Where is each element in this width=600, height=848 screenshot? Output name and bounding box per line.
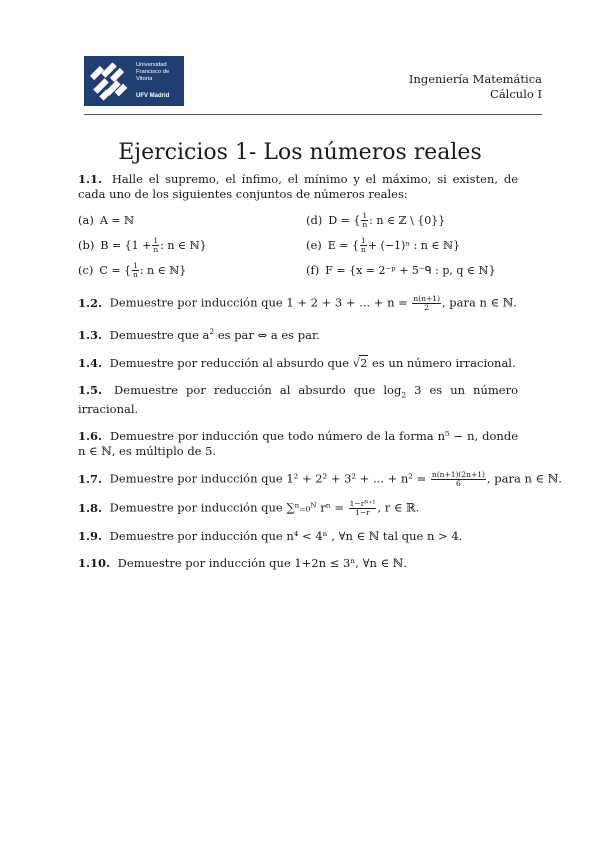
fraction-numerator: 1 <box>153 236 159 245</box>
ufv-emblem-icon <box>84 56 134 106</box>
logo-line-1: Universidad <box>136 62 167 68</box>
fraction <box>132 262 139 279</box>
exercise-number: 1.3. <box>78 327 103 342</box>
exercise-text-end: , para n ∈ ℕ. <box>486 471 562 486</box>
exercise-text: Demuestre por reducción al absurdo que √ <box>109 355 361 370</box>
item-math-pre: C = { <box>99 264 132 277</box>
exercise-number: 1.5. <box>78 382 103 397</box>
header-rule <box>84 114 542 115</box>
exercise-1-5 <box>78 383 518 417</box>
exercise-1-10 <box>78 556 518 571</box>
exercise-number: 1.8. <box>78 500 103 515</box>
exercise-1-4 <box>78 355 518 371</box>
fraction-denominator: n <box>133 270 138 279</box>
exercise-text: Demuestre por inducción que ∑ⁿ₌₀ᴺ rⁿ = <box>109 500 344 515</box>
item-label: (b) <box>78 238 95 252</box>
exercise-number: 1.2. <box>78 295 103 310</box>
exercise-text: Demuestre por inducción que 1 + 2 + 3 + ... + n = <box>109 295 408 310</box>
item-math-post: + (−1)ⁿ : n ∈ ℕ} <box>367 239 461 252</box>
exercise-1-7 <box>78 470 562 489</box>
exercise-number: 1.4. <box>78 355 103 370</box>
fraction-denominator: 1−r <box>355 508 370 518</box>
fraction <box>152 237 159 254</box>
set-item-c <box>78 262 306 279</box>
exercise-1-6 <box>78 429 518 459</box>
fraction-numerator: n(n+1)(2n+1) <box>431 470 485 480</box>
exercise-number: 1.10. <box>78 556 111 571</box>
exercise-number: 1.9. <box>78 529 103 544</box>
exercise-text: Demuestre por inducción que 1² + 2² + 3² + ... + n² = <box>109 471 427 486</box>
exercise-text-end: es par ⇔ a es par. <box>214 327 320 342</box>
fraction-numerator: 1 <box>361 236 366 245</box>
exercise-text: Demuestre por inducción que 1+2n ≤ 3ⁿ, ∀n ∈ ℕ. <box>117 556 407 571</box>
fraction-numerator: n(n+1) <box>413 294 440 303</box>
exercise-1-2 <box>78 295 518 312</box>
item-math: A = ℕ <box>99 214 135 227</box>
exercise-text: Demuestre que a <box>109 327 210 342</box>
fraction-numerator: 1 <box>362 211 368 220</box>
exercise-1-3 <box>78 324 518 343</box>
item-math-pre: B = {1 + <box>100 239 152 252</box>
item-label: (e) <box>306 238 322 252</box>
university-logo <box>84 56 184 106</box>
item-label: (d) <box>306 213 323 227</box>
item-math-pre: E = { <box>327 239 360 252</box>
exercise-text: Halle el supremo, el ínfimo, el mínimo y el máximo, si existen, de cada uno de los siguientes conjuntos de números reales: <box>78 172 519 201</box>
exercise-1-8 <box>78 500 518 517</box>
exercise-text: Demuestre por inducción que n⁴ < 4ⁿ , ∀n ∈ ℕ tal que n > 4. <box>109 529 463 544</box>
item-label: (a) <box>78 213 94 227</box>
item-math-post: : n ∈ ℤ \ {0}} <box>369 214 446 227</box>
fraction-numerator: 1 <box>133 261 138 270</box>
exercise-text: Demuestre por inducción que todo número de la forma n⁵ − n, donde n ∈ ℕ, es múltiplo de 5. <box>78 429 519 459</box>
fraction <box>349 500 377 517</box>
set-item-a <box>78 212 306 229</box>
set-item-f <box>306 262 518 279</box>
exercise-number: 1.6. <box>78 429 103 444</box>
exercise-1-9 <box>78 529 518 544</box>
fraction-denominator: n <box>361 245 366 254</box>
exercise-text: Demuestre por reducción al absurdo que log <box>114 382 402 397</box>
logo-line-2: Francisco de <box>136 69 170 75</box>
logo-line-4: UFV Madrid <box>136 93 170 99</box>
set-item-e <box>306 237 518 254</box>
exercise-text-end: es un número irracional. <box>368 355 516 370</box>
item-math-post: : n ∈ ℕ} <box>160 239 207 252</box>
item-math: F = {x = 2⁻ᵖ + 5⁻ᑫ : p, q ∈ ℕ} <box>325 264 496 277</box>
exercise-text-end: , para n ∈ ℕ. <box>442 295 517 310</box>
item-math-post: : n ∈ ℕ} <box>139 264 187 277</box>
exercise-list <box>78 172 562 583</box>
exercise-text-end: , r ∈ ℝ. <box>377 500 420 515</box>
exercise-number: 1.7. <box>78 471 103 486</box>
exercise-number: 1.1. <box>78 172 103 186</box>
item-math-pre: D = { <box>328 214 361 227</box>
page-title: Ejercicios 1- Los números reales <box>118 140 482 165</box>
fraction-denominator: 2 <box>424 303 430 312</box>
exercise-text-end: 3 es un número irracional. <box>78 382 518 417</box>
fraction <box>412 295 441 312</box>
exercise-1-1 <box>78 172 518 202</box>
set-items <box>78 212 518 279</box>
header-info <box>409 72 542 102</box>
set-item-b <box>78 237 306 254</box>
course-name: Cálculo I <box>490 87 542 101</box>
set-item-d <box>306 212 518 229</box>
fraction-numerator: 1−rᴺ⁺¹ <box>349 499 376 509</box>
subscript: 2 <box>401 390 407 400</box>
fraction-denominator: n <box>362 220 368 229</box>
fraction-denominator: 6 <box>456 479 461 489</box>
fraction <box>361 212 368 229</box>
superscript: 2 <box>209 327 215 336</box>
logo-line-3: Vitoria <box>136 76 153 82</box>
logo-text <box>136 62 169 100</box>
fraction <box>360 237 367 254</box>
subject-name: Ingeniería Matemática <box>408 72 542 86</box>
fraction <box>431 471 486 488</box>
fraction-denominator: n <box>153 245 159 254</box>
item-label: (f) <box>306 263 320 277</box>
item-label: (c) <box>78 263 94 277</box>
radicand: 2 <box>360 355 368 370</box>
